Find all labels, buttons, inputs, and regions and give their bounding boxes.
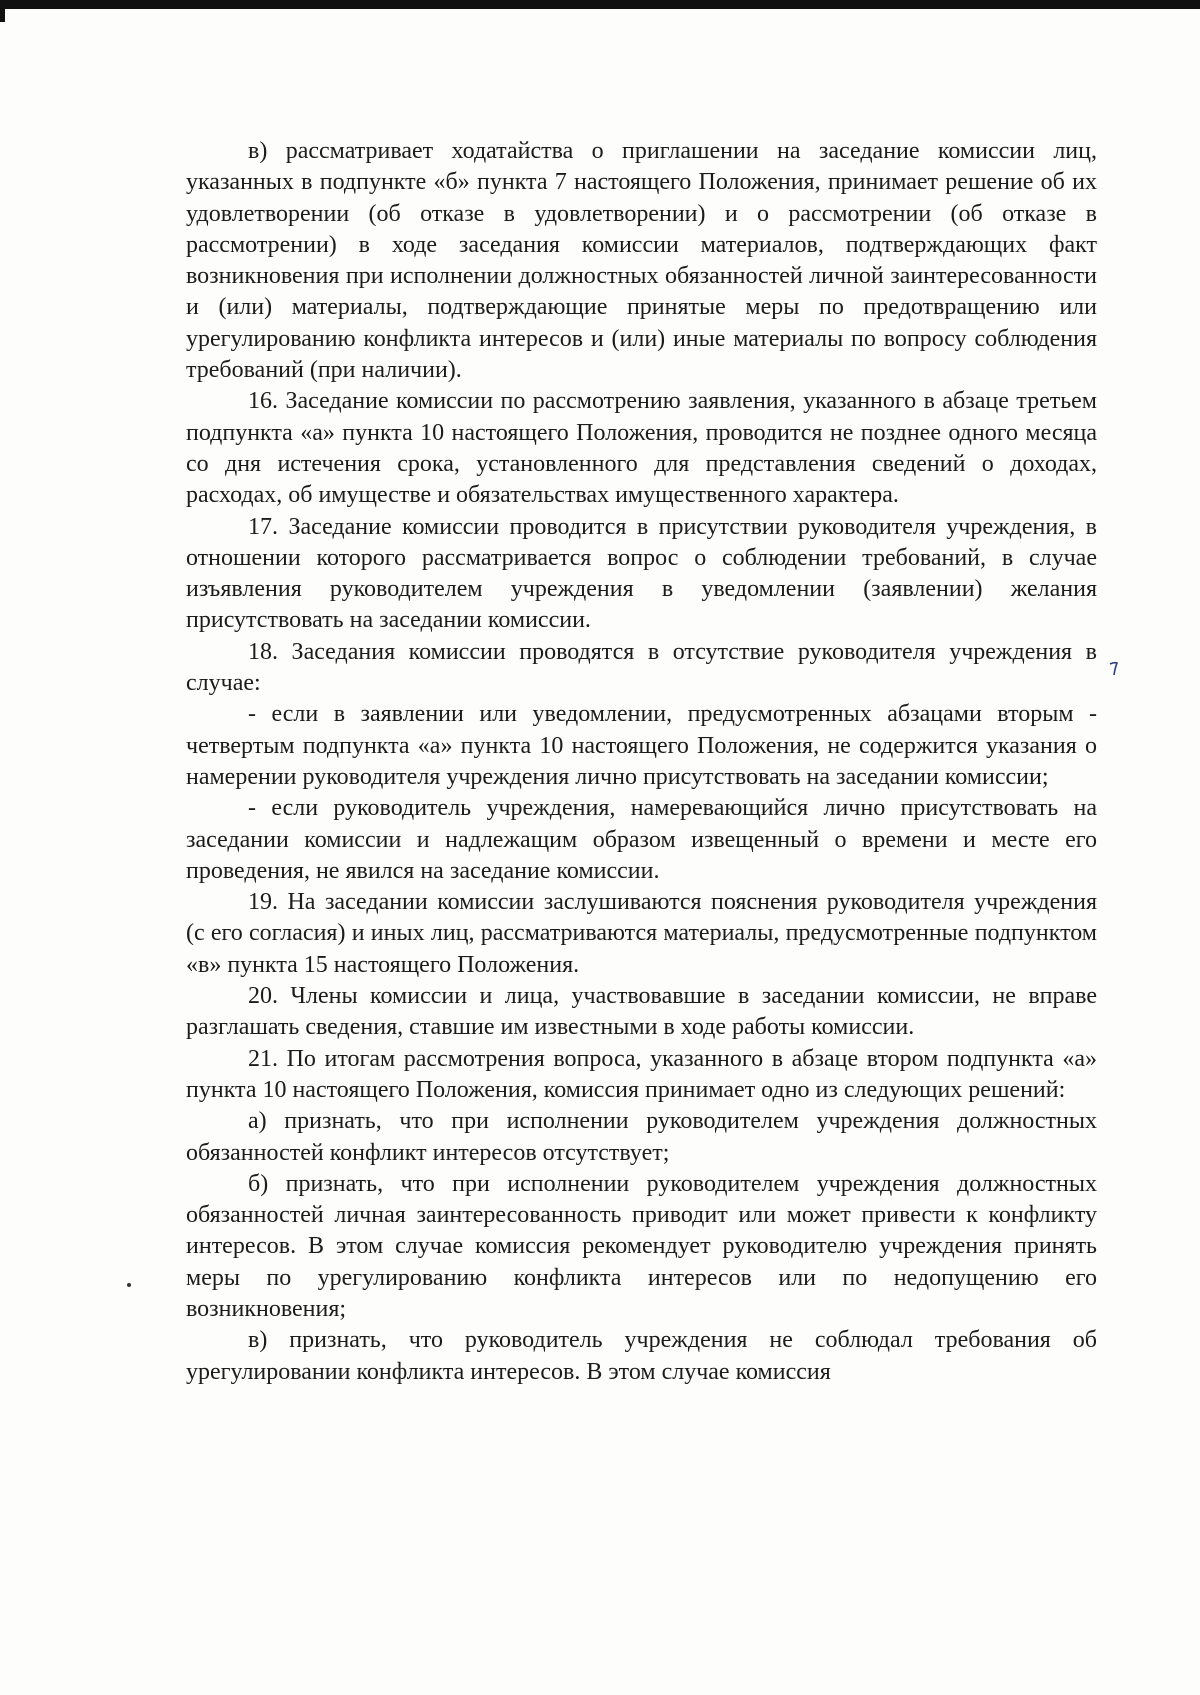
paragraph-21: 21. По итогам рассмотрения вопроса, указанного в абзаце втором подпункта «а» пункта 10 настоящего Положения, комиссия принимает одно из следующих решений: <box>186 1045 1097 1103</box>
scan-top-edge <box>0 0 1200 9</box>
paragraph-18-item-2: - если руководитель учреждения, намеревающийся лично присутствовать на заседании комиссии и надлежащим образом извещенный о времени и месте его проведения, не явился на заседание комиссии. <box>186 795 1097 884</box>
paragraph-21-v: в) признать, что руководитель учреждения не соблюдал требования об урегулировании конфликта интересов. В этом случае комиссия <box>186 1327 1097 1385</box>
document-body <box>186 136 1097 1388</box>
paragraph-20: 20. Члены комиссии и лица, участвовавшие в заседании комиссии, не вправе разглашать сведения, ставшие им известными в ходе работы комиссии. <box>186 983 1097 1041</box>
paragraph-19: 19. На заседании комиссии заслушиваются пояснения руководителя учреждения (с его согласия) и иных лиц, рассматриваются материалы, предусмотренные подпунктом «в» пункта 15 настоящего Положения. <box>186 889 1097 978</box>
paragraph-21-b: б) признать, что при исполнении руководителем учреждения должностных обязанностей личная заинтересованность приводит или может привести к конфликту интересов. В этом случае комиссия рекомендует руководителю учреждения принять меры по урегулированию конфликта интересов или по недопущению его возникновения; <box>186 1170 1097 1322</box>
paragraph-18: 18. Заседания комиссии проводятся в отсутствие руководителя учреждения в случае: <box>186 638 1097 697</box>
paragraph-18-item-1: - если в заявлении или уведомлении, предусмотренных абзацами вторым - четвертым подпункта «а» пункта 10 настоящего Положения, не содержится указания о намерении руководителя учреждения лично присутствовать на заседании комиссии; <box>186 701 1097 790</box>
scan-dot-mark <box>127 1283 131 1287</box>
paragraph-17: 17. Заседание комиссии проводится в присутствии руководителя учреждения, в отношении которого рассматривается вопрос о соблюдении требований, в случае изъявления руководителем учреждения в уведомлении (заявлении) желания присутствовать на заседании комиссии. <box>186 513 1097 634</box>
pen-mark-icon <box>1109 661 1119 677</box>
paragraph-15v: в) рассматривает ходатайства о приглашении на заседание комиссии лиц, указанных в подпункте «б» пункта 7 настоящего Положения, принимает решение об их удовлетворении (об отказе в удовлетворении) и о рассмотрении (об отказе в рассмотрении) в ходе заседания комиссии материалов, подтверждающих факт возникновения при исполнении должностных обязанностей личной заинтересованности и (или) материалы, подтверждающие принятые меры по предотвращению или урегулированию конфликта интересов и (или) иные материалы по вопросу соблюдения требований (при наличии). <box>186 138 1097 384</box>
paragraph-16: 16. Заседание комиссии по рассмотрению заявления, указанного в абзаце третьем подпункта «а» пункта 10 настоящего Положения, проводится не позднее одного месяца со дня истечения срока, установленного для представления сведений о доходах, расходах, об имуществе и обязательствах имущественного характера. <box>186 388 1097 509</box>
scan-left-edge-mark <box>0 0 5 22</box>
paragraph-21-a: а) признать, что при исполнении руководителем учреждения должностных обязанностей конфликт интересов отсутствует; <box>186 1108 1097 1166</box>
